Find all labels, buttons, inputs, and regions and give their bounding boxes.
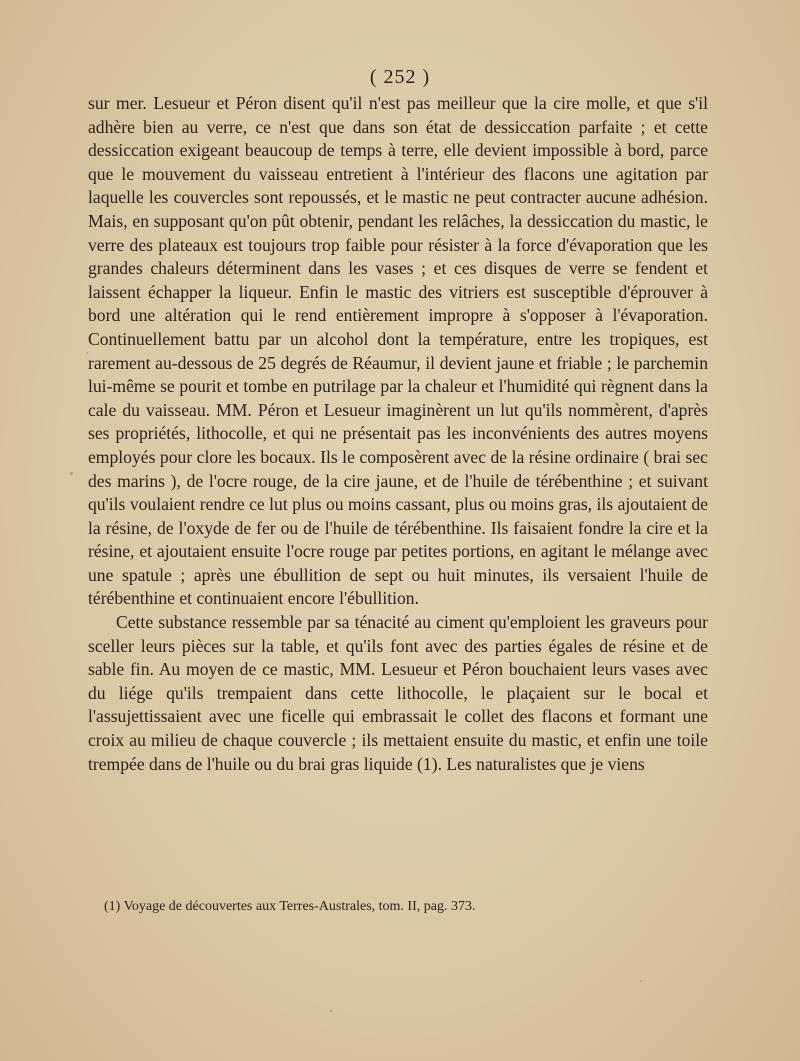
paper-speck	[640, 980, 642, 982]
paper-speck	[330, 1010, 332, 1012]
body-text	[88, 92, 708, 776]
paper-speck	[86, 352, 88, 354]
footnote: (1) Voyage de découvertes aux Terres-Australes, tom. II, pag. 373.	[104, 899, 476, 914]
paper-speck	[70, 472, 73, 475]
paragraph-1: sur mer. Lesueur et Péron disent qu'il n'est pas meilleur que la cire molle, et que s'il adhère bien au verre, ce n'est que dans son état de dessiccation parfaite ; et cette dessiccation exigeant beaucoup de temps à terre, elle devient impossible à bord, parce que le mouvement du vaisseau entretient à l'intérieur des flacons une agitation par laquelle les couvercles sont repoussés, et le mastic ne peut contracter aucune adhésion. Mais, en supposant qu'on pût obtenir, pendant les relâches, la dessiccation du mastic, le verre des plateaux est toujours trop faible pour résister à la force d'évaporation que les grandes chaleurs déterminent dans les vases ; et ces disques de verre se fendent et laissent échapper la liqueur. Enfin le mastic des vitriers est susceptible d'éprouver à bord une altération qui le rend entièrement impropre à s'opposer à l'évaporation. Continuellement battu par un alcohol dont la température, entre les tropiques, est rarement au-dessous de 25 degrés de Réaumur, il devient jaune et friable ; le parchemin lui-même se pourit et tombe en putrilage par la chaleur et l'humidité qui règnent dans la cale du vaisseau. MM. Péron et Lesueur imaginèrent un lut qu'ils nommèrent, d'après ses propriétés, lithocolle, et qui ne présentait pas les inconvénients des autres moyens employés pour clore les bocaux. Ils le composèrent avec de la résine ordinaire ( brai sec des marins ), de l'ocre rouge, de la cire jaune, et de l'huile de térébenthine ; et suivant qu'ils voulaient rendre ce lut plus ou moins cassant, plus ou moins gras, ils ajoutaient de la résine, de l'oxyde de fer ou de l'huile de térébenthine. Ils faisaient fondre la cire et la résine, et ajoutaient ensuite l'ocre rouge par petites portions, en agitant le mélange avec une spatule ; après une ébullition de sept ou huit minutes, ils versaient l'huile de térébenthine et continuaient encore l'ébullition.	[88, 93, 708, 609]
paragraph-2: Cette substance ressemble par sa ténacité au ciment qu'emploient les graveurs pour sceller leurs pièces sur la table, et qu'ils font avec des parties égales de résine et de sable fin. Au moyen de ce mastic, MM. Lesueur et Péron bouchaient leurs vases avec du liége qu'ils trempaient dans cette lithocolle, le plaçaient sur le bocal et l'assujettissaient avec une ficelle qui embrassait le collet des flacons et formant une croix au milieu de chaque couvercle ; ils mettaient ensuite du mastic, et enfin une toile trempée dans de l'huile ou du brai gras liquide (1). Les naturalistes que je viens	[88, 612, 708, 774]
page-number: ( 252 )	[369, 66, 431, 88]
